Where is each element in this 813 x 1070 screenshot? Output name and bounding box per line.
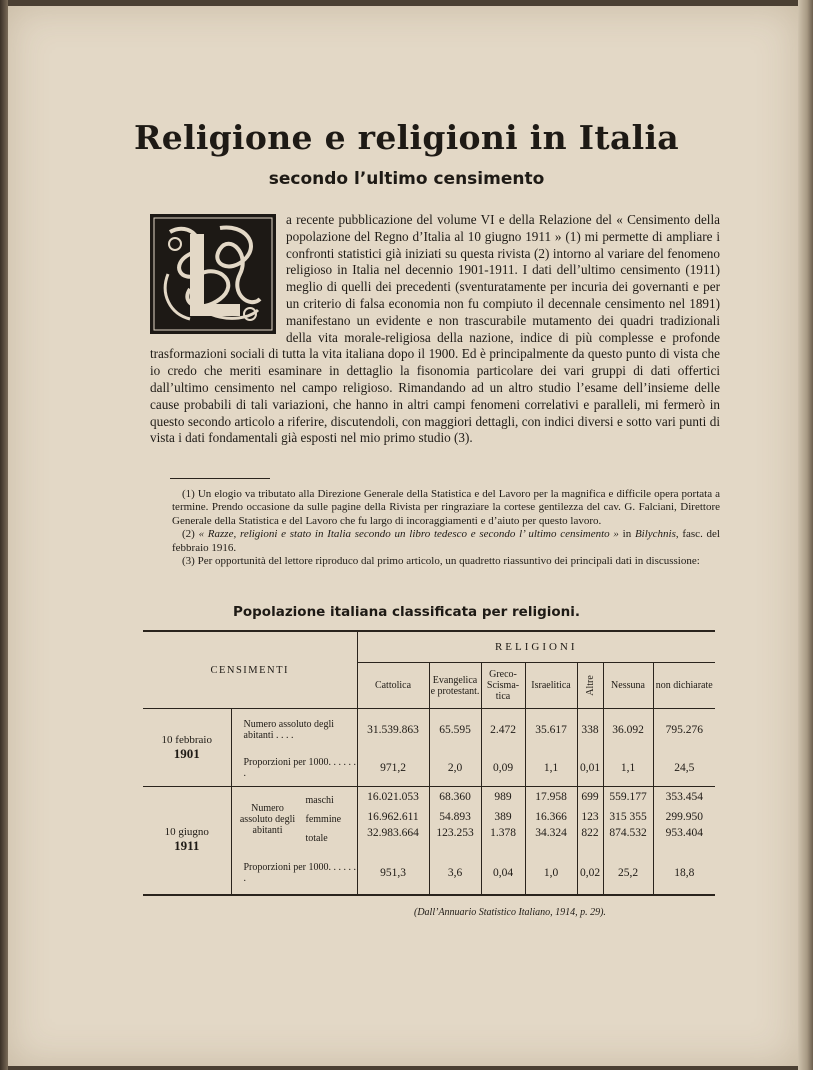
article-body <box>150 212 720 447</box>
footnote-2: (2) « Razze, religioni e stato in Italia secondo un libro tedesco e secondo l’ ultimo censimento » in Bilychnis, fasc. del febbraio 1916. <box>172 528 720 554</box>
cell-1911-femmine-non-dichiarate: 299.950 <box>665 811 703 823</box>
col-cattolica: Cattolica <box>357 663 429 709</box>
cell-1911-maschi-greco: 989 <box>481 787 525 808</box>
col-greco-scismatica: Greco-Scisma-tica <box>481 663 525 709</box>
cell-1911-prop-cattolica: 951,3 <box>357 853 429 895</box>
cell-1911-totale-greco: 1.378 <box>481 827 525 853</box>
cell-1901-prop-israelitica: 1,1 <box>525 751 577 787</box>
cell-1901-abs-non-dichiarate: 795.276 <box>665 723 703 736</box>
col-non-dichiarate: non dichiarate <box>655 680 713 691</box>
cell-1911-maschi-non-dichiarate: 353.454 <box>665 791 703 804</box>
col-evangelica: Evangelica e protestant. <box>429 663 481 709</box>
label-1911-abs-group <box>231 787 357 853</box>
cell-1901-abs-greco: 2.472 <box>481 709 525 751</box>
label-maschi: maschi <box>305 795 334 807</box>
cell-1901-abs-evangelica: 65.595 <box>429 709 481 751</box>
decorated-initial-ornament <box>150 214 276 334</box>
cell-1911-prop-nessuna: 25,2 <box>603 853 653 895</box>
cell-1901-abs-nessuna: 36.092 <box>603 709 653 751</box>
cell-1911-prop-non-dichiarate: 18,8 <box>674 867 695 879</box>
cell-1901-abs-altre: 338 <box>577 709 603 751</box>
footnote-1: (1) Un elogio va tributato alla Direzione Generale della Statistica e del Lavoro per la magnifica e difficile opera portata a termine. Prendo occasione da sulle pagine della Rivista per ringraziare la cortese gentilezza del cav. G. Falciani, Direttore Generale della Statistica e del Lavoro che fu largo di incoraggiamenti e d’aiuto per questo lavoro. <box>172 488 720 527</box>
page-edge <box>798 0 813 1070</box>
religion-table <box>143 630 715 896</box>
cell-1911-maschi-evangelica: 68.360 <box>429 787 481 808</box>
footnote-3: (3) Per opportunità del lettore riproduco dal primo articolo, un quadretto riassuntivo dei principali dati in discussione: <box>182 555 700 568</box>
cell-1911-totale-israelitica: 34.324 <box>525 827 577 853</box>
cell-1911-prop-greco: 0,04 <box>481 853 525 895</box>
cell-1911-totale-evangelica: 123.253 <box>429 827 481 853</box>
cell-1911-femmine-evangelica: 54.893 <box>429 808 481 827</box>
label-1901-prop: Proporzioni per 1000. . . . . . . <box>231 751 357 787</box>
cell-1901-prop-cattolica: 971,2 <box>357 751 429 787</box>
cell-1911-femmine-greco: 389 <box>481 808 525 827</box>
cell-1911-femmine-cattolica: 16.962.611 <box>357 808 429 827</box>
cell-1911-totale-altre: 822 <box>577 827 603 853</box>
cell-1901-abs-israelitica: 35.617 <box>525 709 577 751</box>
article-text: a recente pubblicazione del volume VI e della Relazione del « Censimento della popolazione del Regno d’Italia al 10 giugno 1911 » (1) mi permette di ampliare i confronti statistici già iniziati su questa rivista (2) intorno al variare del fenomeno religioso in Italia nel decennio 1901-1911. I dati dell’ultimo censimento (1911) meglio di quelli dei precedenti (sventuratamente per incuria dei governanti e per un criterio di falsa economia non fu compiuto il decennale censimento nel 1891) manifestano un evidente e non trascurabile mutamento dei quadri tradizionali della vita morale-religiosa della nazione, indice di più complesse e profonde trasformazioni sociali di tutta la vita italiana dopo il 1900. Ed è principalmente da questo punto di vista che io credo che meriti esaminare in dettaglio la fisonomia particolare dei vari gruppi di dati offertici dall’ultimo censimento nel campo religioso. Rimandando ad un altro studio l’esame dell’insieme delle cause probabili di tali variazioni, che hanno in altri campi fenomeni correlativi e paralleli, mi fermerò in questo secondo articolo a riferire, discutendoli, con maggiori dettagli, con indici diversi e sotto vari punti di vista i dati fondamentali già esposti nel mio primo studio (3). <box>150 212 720 446</box>
cell-1911-prop-israelitica: 1,0 <box>525 853 577 895</box>
cell-1911-maschi-nessuna: 559.177 <box>603 787 653 808</box>
cell-1911-prop-altre: 0,02 <box>577 853 603 895</box>
col-nessuna: Nessuna <box>603 663 653 709</box>
table-title: Popolazione italiana classificata per religioni. <box>232 604 581 620</box>
cell-1911-prop-evangelica: 3,6 <box>429 853 481 895</box>
label-femmine: femmine <box>305 814 342 826</box>
cell-1911-maschi-altre: 699 <box>577 787 603 808</box>
decorated-initial <box>150 214 276 334</box>
cell-1911-totale-cattolica: 32.983.664 <box>357 827 429 853</box>
cell-1911-maschi-cattolica: 16.021.053 <box>357 787 429 808</box>
cell-1911-femmine-nessuna: 315 355 <box>603 808 653 827</box>
col-altre: Altre <box>577 663 603 709</box>
cell-1901-prop-greco: 0,09 <box>481 751 525 787</box>
cell-1901-abs-cattolica: 31.539.863 <box>357 709 429 751</box>
cell-1911-femmine-israelitica: 16.366 <box>525 808 577 827</box>
cell-1911-femmine-altre: 123 <box>577 808 603 827</box>
label-1911-prop: Proporzioni per 1000. . . . . . . <box>231 853 357 895</box>
page-subtitle: secondo l’ultimo censimento <box>268 169 545 189</box>
cell-1901-prop-evangelica: 2,0 <box>429 751 481 787</box>
cell-1901-prop-nessuna: 1,1 <box>603 751 653 787</box>
label-totale: totale <box>305 833 328 845</box>
footnote-rule <box>170 478 270 479</box>
page-title: Religione e religioni in Italia <box>133 118 679 157</box>
cell-1911-maschi-israelitica: 17.958 <box>525 787 577 808</box>
cell-1901-prop-non-dichiarate: 24,5 <box>674 762 695 775</box>
label-1911-abs: Numero assoluto degli abitanti <box>239 803 296 837</box>
table-row <box>143 787 715 808</box>
cell-1901-prop-altre: 0,01 <box>577 751 603 787</box>
table-row <box>143 709 715 751</box>
census-1911: 10 giugno 1911 <box>143 787 231 895</box>
col-israelitica: Israelitica <box>525 663 577 709</box>
cell-1911-totale-nessuna: 874.532 <box>603 827 653 853</box>
label-1901-abs: Numero assoluto degli abitanti . . . . <box>231 709 357 751</box>
footnotes <box>172 488 720 568</box>
header-religioni: RELIGIONI <box>357 631 715 663</box>
cell-1911-totale-non-dichiarate: 953.404 <box>665 826 703 839</box>
book-gutter <box>0 0 8 1070</box>
table-source: (Dall’Annuario Statistico Italiano, 1914, p. 29). <box>414 907 606 918</box>
census-1901: 10 febbraio 1901 <box>143 709 231 787</box>
header-censimenti: CENSIMENTI <box>143 631 357 709</box>
